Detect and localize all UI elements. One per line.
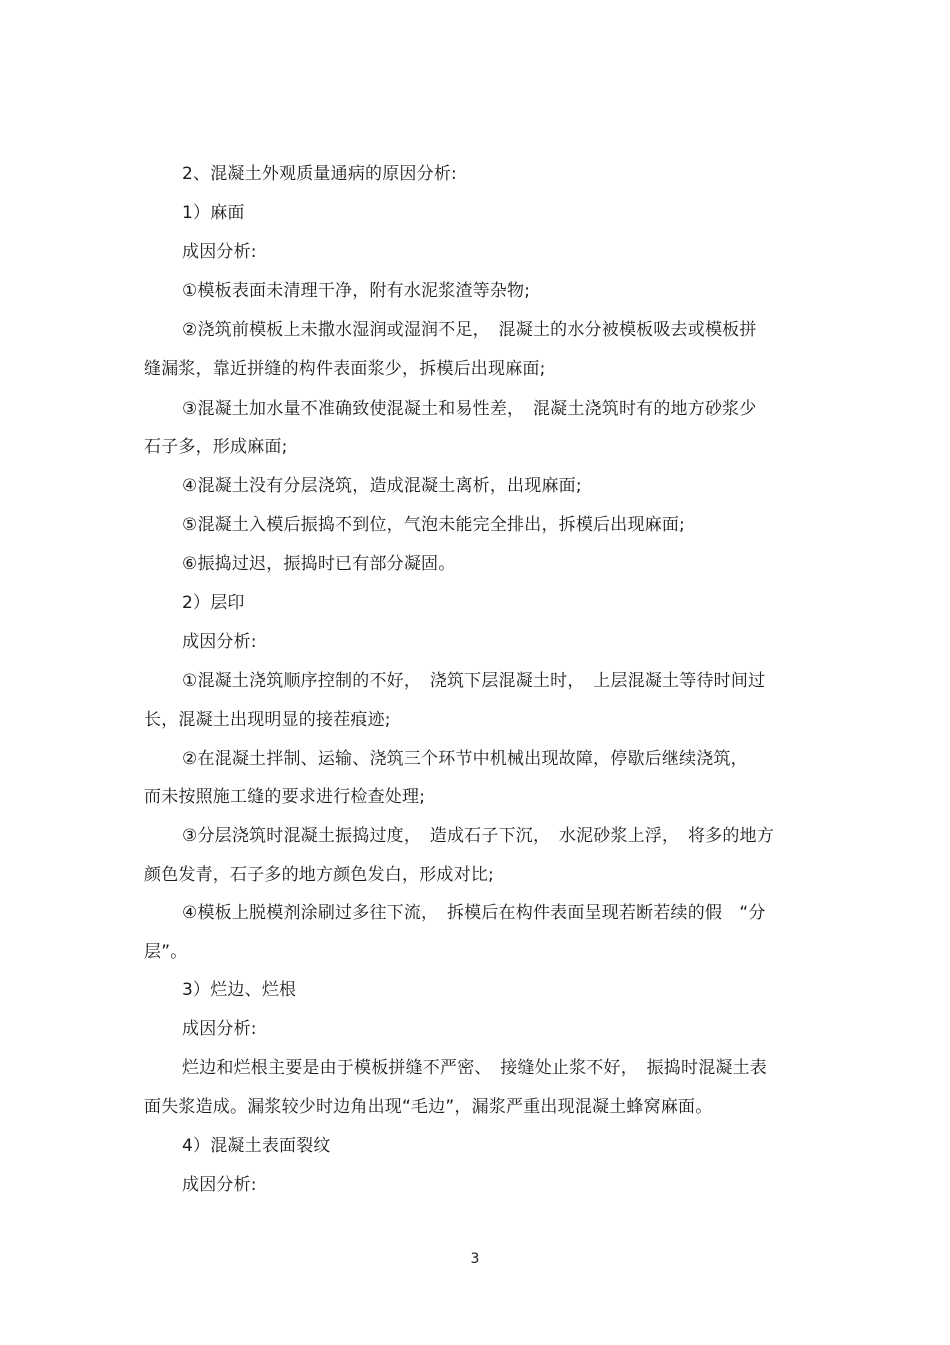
cause-analysis-label: 成因分析: xyxy=(182,1019,257,1039)
paragraph-line: 缝漏浆，靠近拼缝的构件表面浆少，拆模后出现麻面; xyxy=(144,359,546,379)
paragraph-line: ④混凝土没有分层浇筑，造成混凝土离析，出现麻面; xyxy=(182,476,582,496)
cause-analysis-label: 成因分析: xyxy=(182,242,257,262)
paragraph-line: 烂边和烂根主要是由于模板拼缝不严密、 接缝处止浆不好， 振捣时混凝土表 xyxy=(182,1058,767,1078)
paragraph-line: ⑤混凝土入模后振捣不到位，气泡未能完全排出，拆模后出现麻面; xyxy=(182,515,685,535)
paragraph-line: 而未按照施工缝的要求进行检查处理; xyxy=(144,787,426,807)
section-heading: 2、混凝土外观质量通病的原因分析: xyxy=(182,164,457,184)
subsection-heading-rotten-edges: 3）烂边、烂根 xyxy=(182,980,297,1000)
paragraph-line: ①模板表面未清理干净，附有水泥浆渣等杂物; xyxy=(182,281,531,301)
cause-analysis-label: 成因分析: xyxy=(182,1175,257,1195)
paragraph-line: ②在混凝土拌制、运输、浇筑三个环节中机械出现故障，停歇后继续浇筑， xyxy=(182,749,748,769)
subsection-heading-surface-cracks: 4）混凝土表面裂纹 xyxy=(182,1136,331,1156)
paragraph-line: 颜色发青，石子多的地方颜色发白，形成对比; xyxy=(144,865,494,885)
paragraph-line: 层”。 xyxy=(144,942,188,962)
subsection-heading-layer-marks: 2）层印 xyxy=(182,593,245,613)
paragraph-line: ④模板上脱模剂涂刷过多往下流， 拆模后在构件表面呈现若断若续的假 “分 xyxy=(182,903,766,923)
paragraph-line: ⑥振捣过迟，振捣时已有部分凝固。 xyxy=(182,554,456,574)
paragraph-line: ②浇筑前模板上未撒水湿润或湿润不足， 混凝土的水分被模板吸去或模板拼 xyxy=(182,320,757,340)
paragraph-line: ③分层浇筑时混凝土振捣过度， 造成石子下沉， 水泥砂浆上浮， 将多的地方 xyxy=(182,826,774,846)
paragraph-line: 长，混凝土出现明显的接茬痕迹; xyxy=(144,710,391,730)
subsection-heading-pitting: 1）麻面 xyxy=(182,203,245,223)
paragraph-line: 石子多，形成麻面; xyxy=(144,437,288,457)
page-number: 3 xyxy=(470,1251,480,1267)
paragraph-line: ①混凝土浇筑顺序控制的不好， 浇筑下层混凝土时， 上层混凝土等待时间过 xyxy=(182,671,766,691)
paragraph-line: ③混凝土加水量不准确致使混凝土和易性差， 混凝土浇筑时有的地方砂浆少 xyxy=(182,399,757,419)
paragraph-line: 面失浆造成。漏浆较少时边角出现“毛边”，漏浆严重出现混凝土蜂窝麻面。 xyxy=(144,1097,713,1117)
cause-analysis-label: 成因分析: xyxy=(182,632,257,652)
